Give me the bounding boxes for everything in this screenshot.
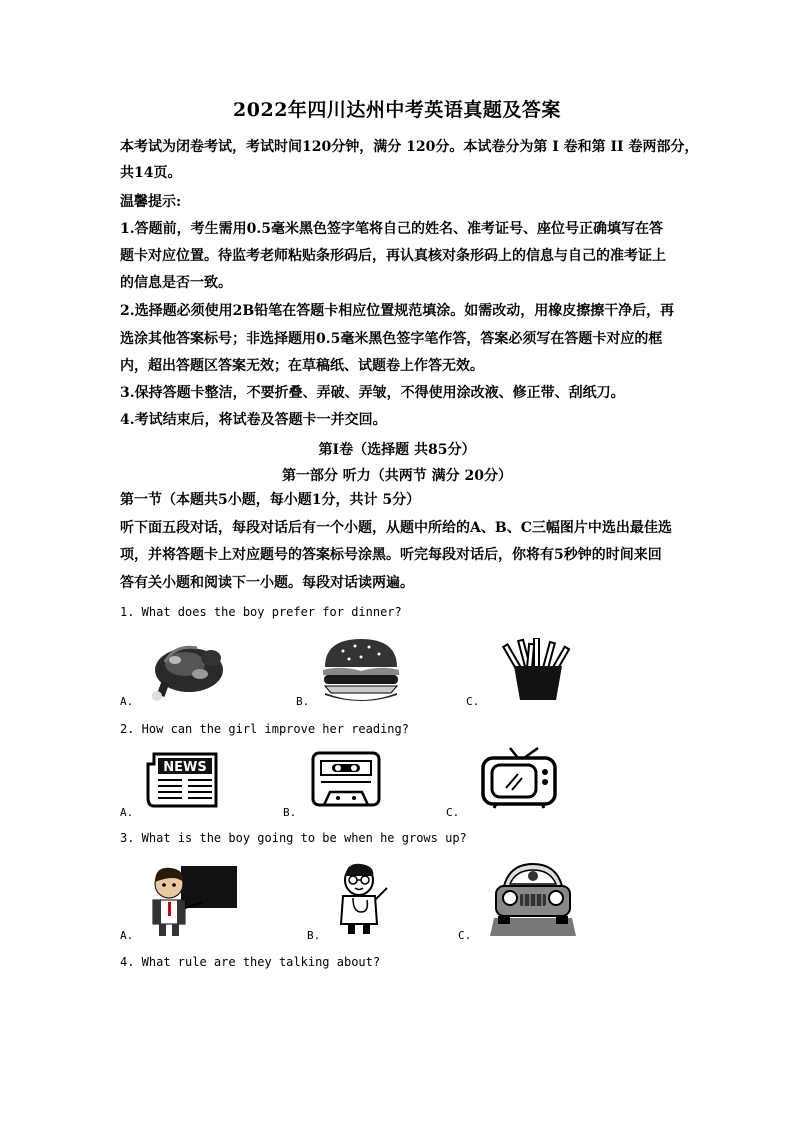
notice-item-2-line-2: 选涂其他答案标号；非选择题用0.5毫米黑色签字笔作答，答案必须写在答题卡对应的框 bbox=[120, 331, 663, 347]
instructions-line-1: 听下面五段对话，每段对话后有一个小题，从题中所给的A、B、C三幅图片中选出最佳选 bbox=[120, 520, 672, 536]
newspaper-headline: NEWS bbox=[163, 760, 207, 775]
question-1-option-b: B. bbox=[296, 695, 310, 708]
notice-item-3: 3.保持答题卡整洁，不要折叠、弄破、弄皱，不得使用涂改液、修正带、刮纸刀。 bbox=[120, 385, 625, 401]
subsection-heading: 第一节（本题共5小题，每小题1分，共计 5分） bbox=[120, 492, 421, 508]
notice-item-4: 4.考试结束后，将试卷及答题卡一并交回。 bbox=[120, 412, 387, 428]
instructions-line-3: 答有关小题和阅读下一小题。每段对话读两遍。 bbox=[120, 575, 414, 591]
newspaper-icon bbox=[146, 750, 221, 814]
page-title: 2022年四川达州中考英语真题及答案 bbox=[233, 99, 561, 121]
question-3-text: 3. What is the boy going to be when he grows up? bbox=[120, 831, 467, 845]
volume-heading: 第I卷（选择题 共85分） bbox=[318, 442, 476, 458]
notice-item-1-line-2: 题卡对应位置。待监考老师粘贴条形码后，再认真核对条形码上的信息与自己的准考证上 bbox=[120, 248, 666, 264]
question-1-option-a: A. bbox=[120, 695, 134, 708]
question-2-option-b: B. bbox=[283, 806, 297, 819]
question-1-text: 1. What does the boy prefer for dinner? bbox=[120, 605, 402, 619]
notice-item-1-line-1: 1.答题前，考生需用0.5毫米黑色签字笔将自己的姓名、准考证号、座位号正确填写在答 bbox=[120, 221, 663, 237]
hamburger-icon bbox=[321, 637, 401, 707]
notice-item-2-line-3: 内，超出答题区答案无效；在草稿纸、试题卷上作答无效。 bbox=[120, 358, 484, 374]
question-2-option-a: A. bbox=[120, 806, 134, 819]
notice-heading: 温馨提示: bbox=[120, 194, 182, 210]
cassette-tape-icon bbox=[310, 750, 382, 812]
part-heading: 第一部分 听力（共两节 满分 20分） bbox=[281, 468, 513, 484]
instructions-line-2: 项，并将答题卡上对应题号的答案标号涂黑。听完每段对话后，你将有5秒钟的时间来回 bbox=[120, 547, 662, 563]
notice-item-2-line-1: 2.选择题必须使用2B铅笔在答题卡相应位置规范填涂。如需改动，用橡皮擦擦干净后，再 bbox=[120, 303, 675, 319]
question-3-option-a: A. bbox=[120, 929, 134, 942]
intro-line-1: 本考试为闭卷考试，考试时间120分钟，满分 120分。本试卷分为第 I 卷和第 II 卷两部分， bbox=[120, 139, 699, 155]
question-3-option-c: C. bbox=[458, 929, 472, 942]
doctor-icon bbox=[331, 860, 393, 942]
television-icon bbox=[480, 744, 558, 814]
driver-car-icon bbox=[490, 858, 576, 942]
question-2-text: 2. How can the girl improve her reading? bbox=[120, 722, 409, 736]
french-fries-icon bbox=[498, 638, 578, 706]
question-3-option-b: B. bbox=[307, 929, 321, 942]
intro-line-2: 共14页。 bbox=[120, 165, 182, 181]
teacher-icon bbox=[145, 862, 240, 942]
roast-chicken-icon bbox=[145, 632, 230, 706]
question-1-option-c: C. bbox=[466, 695, 480, 708]
question-2-option-c: C. bbox=[446, 806, 460, 819]
notice-item-1-line-3: 的信息是否一致。 bbox=[120, 275, 232, 291]
question-4-text: 4. What rule are they talking about? bbox=[120, 955, 381, 969]
